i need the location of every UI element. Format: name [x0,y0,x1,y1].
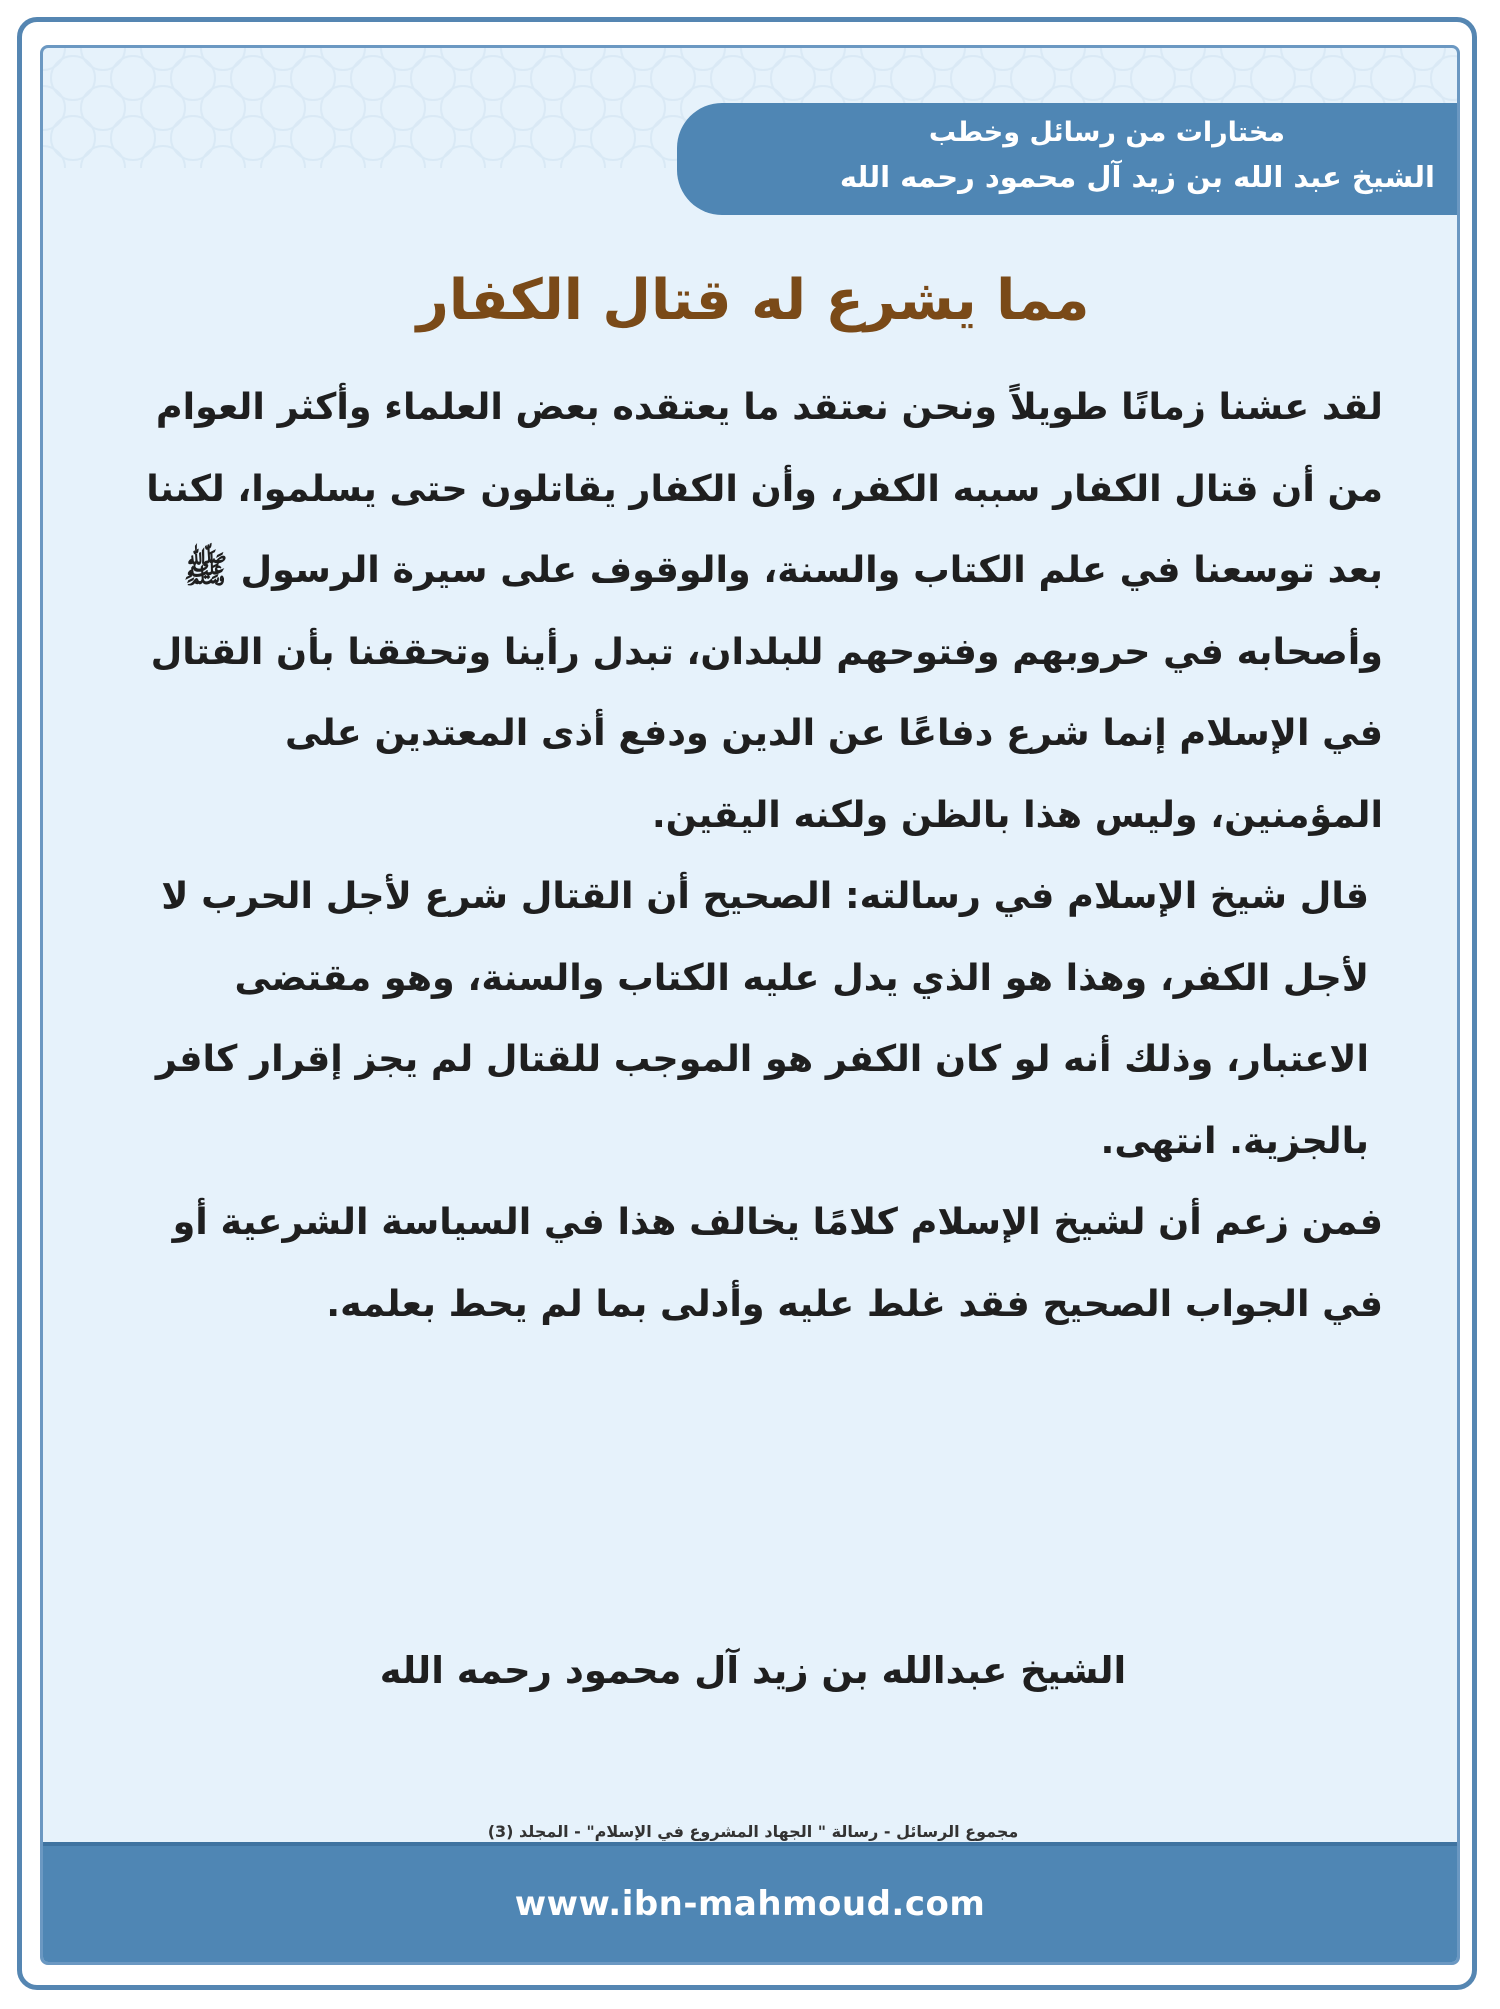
header-banner [677,103,1457,215]
website-link[interactable]: www.ibn-mahmoud.com [514,1884,986,1924]
footer-bar [43,1842,1457,1962]
source-reference: مجموع الرسائل - رسالة " الجهاد المشروع في الإسلام" - المجلد (3) [487,1822,1019,1841]
article-body [123,366,1383,1344]
paragraph-3: فمن زعم أن لشيخ الإسلام كلامًا يخالف هذا في السياسة الشرعية أو في الجواب الصحيح فقد غلط عليه وأدلى بما لم يحط بعلمه. [172,1200,1383,1325]
author-name: الشيخ عبد الله بن زيد آل محمود رحمه الله [839,160,1435,194]
paragraph-2: قال شيخ الإسلام في رسالته: الصحيح أن القتال شرع لأجل الحرب لا لأجل الكفر، وهذا هو الذي يدل عليه الكتاب والسنة، وهو مقتضى الاعتبار، وذلك أنه لو كان الكفر هو الموجب للقتال لم يجز إقرار كافر بالجزية. انتهى. [155,874,1369,1162]
paragraph-1: لقد عشنا زمانًا طويلاً ونحن نعتقد ما يعتقده بعض العلماء وأكثر العوام من أن قتال الكفار سببه الكفر، وأن الكفار يقاتلون حتى يسلموا، لكننا بعد توسعنا في علم الكتاب والسنة، والوقوف على سيرة الرسول ﷺ وأصحابه في حروبهم وفتوحهم للبلدان، تبدل رأينا وتحققنا بأن القتال في الإسلام إنما شرع دفاعًا عن الدين ودفع أذى المعتدين على المؤمنين، وليس هذا بالظن ولكنه اليقين. [146,385,1383,836]
page-title: مما يشرع له قتال الكفار [416,268,1090,333]
series-title: مختارات من رسائل وخطب [928,117,1285,148]
content-panel [40,45,1460,1965]
signature: الشيخ عبدالله بن زيد آل محمود رحمه الله [379,1649,1127,1692]
